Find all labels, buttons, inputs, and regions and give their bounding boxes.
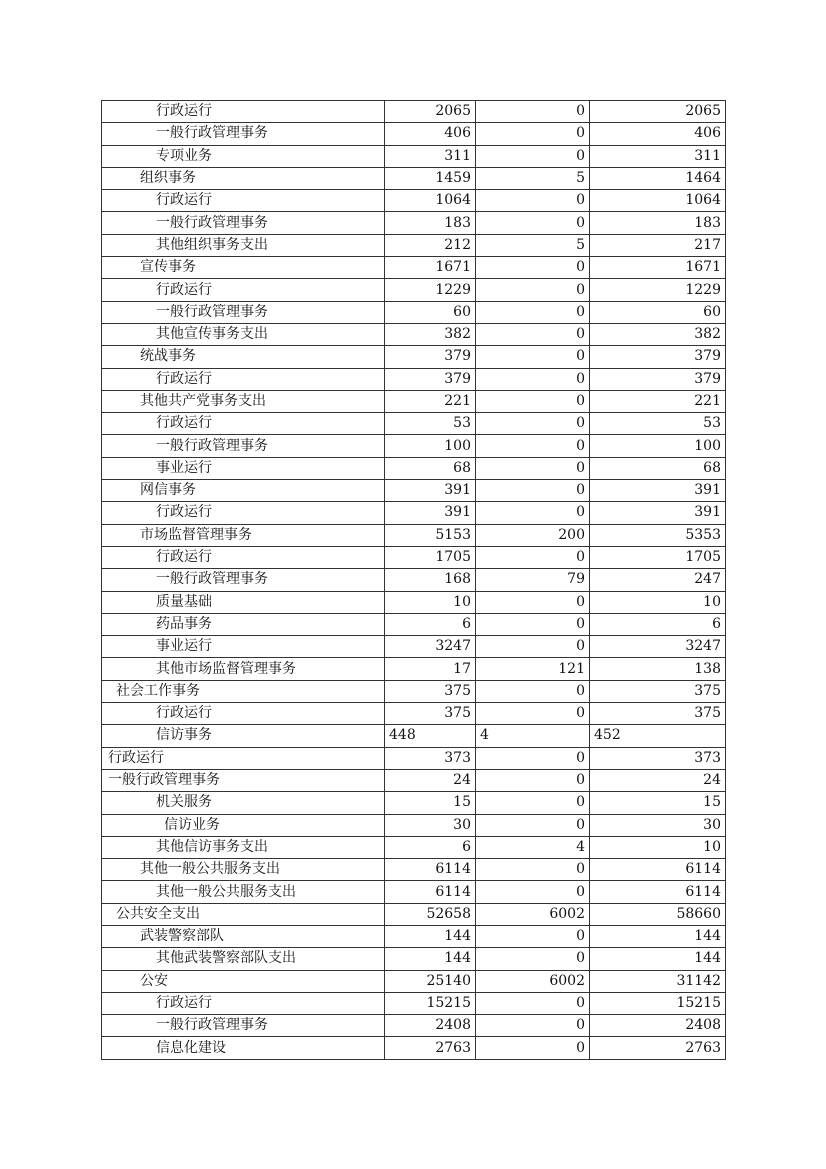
- value-cell-1: 68: [385, 457, 476, 479]
- table-row: [102, 413, 726, 435]
- item-name-cell: 行政运行: [102, 703, 385, 725]
- item-name-cell: 其他一般公共服务支出: [102, 859, 385, 881]
- value-cell-2: 0: [476, 925, 590, 947]
- item-name-cell: 行政运行: [102, 279, 385, 301]
- value-cell-2: 0: [476, 636, 590, 658]
- value-cell-1: 6114: [385, 859, 476, 881]
- value-cell-3: 373: [590, 747, 726, 769]
- value-cell-1: 1229: [385, 279, 476, 301]
- table-row: [102, 480, 726, 502]
- table-row: [102, 859, 726, 881]
- value-cell-2: 0: [476, 769, 590, 791]
- table-row: [102, 323, 726, 345]
- value-cell-2: 0: [476, 591, 590, 613]
- table-row: [102, 903, 726, 925]
- value-cell-1: 2065: [385, 101, 476, 123]
- item-name-cell: 质量基础: [102, 591, 385, 613]
- value-cell-3: 6: [590, 613, 726, 635]
- table-row: [102, 368, 726, 390]
- value-cell-3: 379: [590, 346, 726, 368]
- value-cell-2: 0: [476, 346, 590, 368]
- item-name-cell: 其他市场监督管理事务: [102, 658, 385, 680]
- item-name-cell: 其他组织事务支出: [102, 234, 385, 256]
- value-cell-3: 382: [590, 323, 726, 345]
- value-cell-3: 391: [590, 480, 726, 502]
- table-row: [102, 948, 726, 970]
- value-cell-2: 0: [476, 814, 590, 836]
- value-cell-1: 30: [385, 814, 476, 836]
- value-cell-3: 68: [590, 457, 726, 479]
- item-name-cell: 组织事务: [102, 167, 385, 189]
- value-cell-2: 0: [476, 212, 590, 234]
- value-cell-2: 0: [476, 323, 590, 345]
- value-cell-3: 10: [590, 836, 726, 858]
- value-cell-3: 58660: [590, 903, 726, 925]
- table-row: [102, 636, 726, 658]
- item-name-cell: 事业运行: [102, 457, 385, 479]
- item-name-cell: 公安: [102, 970, 385, 992]
- value-cell-2: 121: [476, 658, 590, 680]
- value-cell-1: 17: [385, 658, 476, 680]
- table-row: [102, 234, 726, 256]
- table-row: [102, 769, 726, 791]
- value-cell-2: 0: [476, 368, 590, 390]
- item-name-cell: 行政运行: [102, 413, 385, 435]
- table-row: [102, 881, 726, 903]
- item-name-cell: 其他宣传事务支出: [102, 323, 385, 345]
- table-row: [102, 613, 726, 635]
- table-row: [102, 680, 726, 702]
- value-cell-1: 212: [385, 234, 476, 256]
- value-cell-3: 379: [590, 368, 726, 390]
- item-name-cell: 一般行政管理事务: [102, 435, 385, 457]
- value-cell-2: 0: [476, 480, 590, 502]
- value-cell-3: 138: [590, 658, 726, 680]
- value-cell-2: 6002: [476, 970, 590, 992]
- item-name-cell: 行政运行: [102, 502, 385, 524]
- value-cell-1: 183: [385, 212, 476, 234]
- value-cell-1: 24: [385, 769, 476, 791]
- value-cell-3: 100: [590, 435, 726, 457]
- value-cell-2: 0: [476, 413, 590, 435]
- value-cell-3: 375: [590, 680, 726, 702]
- item-name-cell: 事业运行: [102, 636, 385, 658]
- value-cell-3: 15215: [590, 992, 726, 1014]
- value-cell-1: 1671: [385, 257, 476, 279]
- value-cell-3: 1064: [590, 190, 726, 212]
- value-cell-3: 6114: [590, 859, 726, 881]
- value-cell-2: 5: [476, 167, 590, 189]
- table-row: [102, 167, 726, 189]
- table-row: [102, 190, 726, 212]
- item-name-cell: 信息化建设: [102, 1037, 385, 1059]
- table-row: [102, 101, 726, 123]
- value-cell-1: 2763: [385, 1037, 476, 1059]
- value-cell-1: 382: [385, 323, 476, 345]
- value-cell-1: 448: [385, 725, 476, 747]
- value-cell-2: 0: [476, 101, 590, 123]
- value-cell-3: 5353: [590, 524, 726, 546]
- value-cell-1: 168: [385, 569, 476, 591]
- value-cell-3: 2065: [590, 101, 726, 123]
- value-cell-3: 221: [590, 390, 726, 412]
- budget-table: [101, 100, 726, 1060]
- table-row: [102, 212, 726, 234]
- item-name-cell: 一般行政管理事务: [102, 212, 385, 234]
- value-cell-2: 79: [476, 569, 590, 591]
- value-cell-2: 0: [476, 435, 590, 457]
- value-cell-2: 0: [476, 703, 590, 725]
- value-cell-1: 25140: [385, 970, 476, 992]
- table-row: [102, 123, 726, 145]
- value-cell-1: 391: [385, 480, 476, 502]
- value-cell-3: 53: [590, 413, 726, 435]
- value-cell-3: 406: [590, 123, 726, 145]
- item-name-cell: 一般行政管理事务: [102, 1015, 385, 1037]
- item-name-cell: 宣传事务: [102, 257, 385, 279]
- value-cell-1: 375: [385, 703, 476, 725]
- value-cell-1: 375: [385, 680, 476, 702]
- table-row: [102, 435, 726, 457]
- table-row: [102, 658, 726, 680]
- value-cell-2: 5: [476, 234, 590, 256]
- value-cell-2: 0: [476, 792, 590, 814]
- value-cell-1: 373: [385, 747, 476, 769]
- item-name-cell: 一般行政管理事务: [102, 569, 385, 591]
- table-row: [102, 257, 726, 279]
- value-cell-1: 391: [385, 502, 476, 524]
- value-cell-1: 53: [385, 413, 476, 435]
- value-cell-3: 375: [590, 703, 726, 725]
- value-cell-1: 406: [385, 123, 476, 145]
- value-cell-2: 4: [476, 725, 590, 747]
- table-row: [102, 502, 726, 524]
- item-name-cell: 统战事务: [102, 346, 385, 368]
- value-cell-2: 0: [476, 390, 590, 412]
- table-row: [102, 524, 726, 546]
- value-cell-1: 1064: [385, 190, 476, 212]
- value-cell-3: 24: [590, 769, 726, 791]
- value-cell-2: 0: [476, 859, 590, 881]
- value-cell-2: 0: [476, 190, 590, 212]
- value-cell-2: 0: [476, 613, 590, 635]
- item-name-cell: 行政运行: [102, 101, 385, 123]
- table-row: [102, 725, 726, 747]
- value-cell-1: 221: [385, 390, 476, 412]
- table-row: [102, 792, 726, 814]
- value-cell-3: 60: [590, 301, 726, 323]
- item-name-cell: 其他共产党事务支出: [102, 390, 385, 412]
- table-row: [102, 703, 726, 725]
- table-row: [102, 569, 726, 591]
- value-cell-2: 0: [476, 546, 590, 568]
- value-cell-3: 1464: [590, 167, 726, 189]
- value-cell-1: 379: [385, 368, 476, 390]
- value-cell-1: 15215: [385, 992, 476, 1014]
- value-cell-1: 10: [385, 591, 476, 613]
- value-cell-2: 4: [476, 836, 590, 858]
- value-cell-2: 0: [476, 123, 590, 145]
- table-row: [102, 1037, 726, 1059]
- table-row: [102, 145, 726, 167]
- value-cell-3: 247: [590, 569, 726, 591]
- value-cell-3: 144: [590, 948, 726, 970]
- item-name-cell: 信访事务: [102, 725, 385, 747]
- value-cell-1: 311: [385, 145, 476, 167]
- table-row: [102, 836, 726, 858]
- value-cell-2: 0: [476, 747, 590, 769]
- value-cell-1: 1459: [385, 167, 476, 189]
- table-row: [102, 925, 726, 947]
- value-cell-2: 6002: [476, 903, 590, 925]
- item-name-cell: 信访业务: [102, 814, 385, 836]
- item-name-cell: 行政运行: [102, 546, 385, 568]
- value-cell-2: 0: [476, 992, 590, 1014]
- value-cell-1: 5153: [385, 524, 476, 546]
- table-row: [102, 992, 726, 1014]
- table-row: [102, 970, 726, 992]
- item-name-cell: 行政运行: [102, 747, 385, 769]
- value-cell-3: 1229: [590, 279, 726, 301]
- value-cell-1: 52658: [385, 903, 476, 925]
- value-cell-2: 0: [476, 1015, 590, 1037]
- value-cell-3: 311: [590, 145, 726, 167]
- table-row: [102, 346, 726, 368]
- value-cell-1: 1705: [385, 546, 476, 568]
- item-name-cell: 公共安全支出: [102, 903, 385, 925]
- budget-table-body: [102, 101, 726, 1060]
- value-cell-1: 15: [385, 792, 476, 814]
- value-cell-2: 0: [476, 502, 590, 524]
- item-name-cell: 行政运行: [102, 190, 385, 212]
- value-cell-2: 0: [476, 881, 590, 903]
- item-name-cell: 社会工作事务: [102, 680, 385, 702]
- value-cell-2: 200: [476, 524, 590, 546]
- value-cell-3: 6114: [590, 881, 726, 903]
- table-row: [102, 301, 726, 323]
- item-name-cell: 专项业务: [102, 145, 385, 167]
- value-cell-2: 0: [476, 457, 590, 479]
- value-cell-1: 6: [385, 836, 476, 858]
- table-row: [102, 747, 726, 769]
- item-name-cell: 网信事务: [102, 480, 385, 502]
- value-cell-3: 15: [590, 792, 726, 814]
- value-cell-3: 2763: [590, 1037, 726, 1059]
- value-cell-1: 100: [385, 435, 476, 457]
- value-cell-1: 379: [385, 346, 476, 368]
- value-cell-3: 1671: [590, 257, 726, 279]
- item-name-cell: 武装警察部队: [102, 925, 385, 947]
- item-name-cell: 其他武装警察部队支出: [102, 948, 385, 970]
- value-cell-3: 391: [590, 502, 726, 524]
- value-cell-3: 1705: [590, 546, 726, 568]
- item-name-cell: 其他信访事务支出: [102, 836, 385, 858]
- item-name-cell: 药品事务: [102, 613, 385, 635]
- value-cell-3: 183: [590, 212, 726, 234]
- value-cell-3: 2408: [590, 1015, 726, 1037]
- value-cell-3: 452: [590, 725, 726, 747]
- value-cell-2: 0: [476, 1037, 590, 1059]
- table-row: [102, 1015, 726, 1037]
- value-cell-2: 0: [476, 145, 590, 167]
- value-cell-1: 6: [385, 613, 476, 635]
- value-cell-3: 31142: [590, 970, 726, 992]
- item-name-cell: 市场监督管理事务: [102, 524, 385, 546]
- table-row: [102, 279, 726, 301]
- value-cell-2: 0: [476, 948, 590, 970]
- value-cell-1: 6114: [385, 881, 476, 903]
- value-cell-3: 30: [590, 814, 726, 836]
- value-cell-2: 0: [476, 257, 590, 279]
- value-cell-2: 0: [476, 301, 590, 323]
- item-name-cell: 机关服务: [102, 792, 385, 814]
- value-cell-2: 0: [476, 279, 590, 301]
- value-cell-3: 3247: [590, 636, 726, 658]
- table-row: [102, 591, 726, 613]
- table-row: [102, 814, 726, 836]
- value-cell-1: 144: [385, 948, 476, 970]
- table-row: [102, 457, 726, 479]
- value-cell-1: 2408: [385, 1015, 476, 1037]
- value-cell-1: 60: [385, 301, 476, 323]
- value-cell-1: 144: [385, 925, 476, 947]
- item-name-cell: 一般行政管理事务: [102, 301, 385, 323]
- item-name-cell: 其他一般公共服务支出: [102, 881, 385, 903]
- item-name-cell: 行政运行: [102, 368, 385, 390]
- value-cell-1: 3247: [385, 636, 476, 658]
- item-name-cell: 行政运行: [102, 992, 385, 1014]
- value-cell-3: 217: [590, 234, 726, 256]
- item-name-cell: 一般行政管理事务: [102, 123, 385, 145]
- item-name-cell: 一般行政管理事务: [102, 769, 385, 791]
- table-row: [102, 390, 726, 412]
- table-row: [102, 546, 726, 568]
- value-cell-3: 10: [590, 591, 726, 613]
- value-cell-3: 144: [590, 925, 726, 947]
- value-cell-2: 0: [476, 680, 590, 702]
